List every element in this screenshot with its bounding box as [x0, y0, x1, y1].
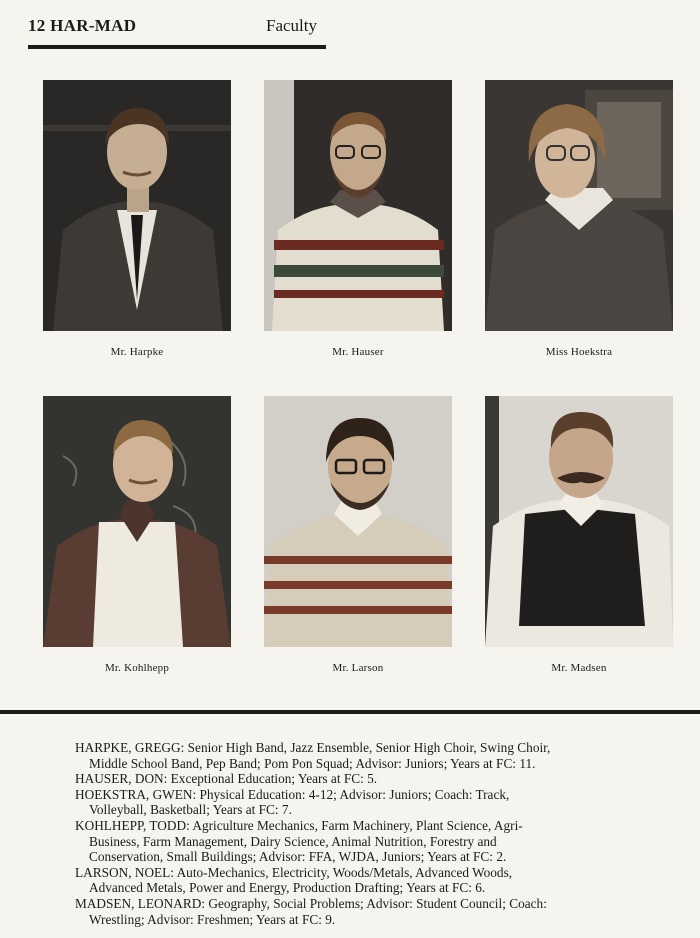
bio-hauser: HAUSER, DON: Exceptional Education; Years at FC: 5.: [75, 771, 378, 787]
section-divider: [0, 710, 700, 714]
section-title: Faculty: [266, 16, 317, 35]
portrait-larson: [264, 396, 452, 647]
caption-kohlhepp: Mr. Kohlhepp: [104, 662, 170, 674]
bio-harpke: HARPKE, GREGG: Senior High Band, Jazz Ensemble, Senior High Choir, Swing Choir, Middle School Band, Pep Band; Pom Pon Squad; Advisor: Juniors; Years at FC: 11.: [75, 740, 551, 771]
portrait-madsen: [485, 396, 673, 647]
portrait-hauser: [264, 80, 452, 331]
portrait-hoekstra: [485, 80, 673, 331]
portrait-harpke: [43, 80, 231, 331]
bio-larson: LARSON, NOEL: Auto-Mechanics, Electricity, Woods/Metals, Advanced Woods, Advanced Metals, Power and Energy, Production Drafting; Years at FC: 6.: [75, 864, 513, 896]
caption-harpke: Mr. Harpke: [110, 346, 164, 358]
caption-madsen: Mr. Madsen: [551, 662, 607, 674]
page-header: [28, 16, 328, 56]
caption-hoekstra: Miss Hoekstra: [545, 346, 613, 358]
portrait-kohlhepp: [43, 396, 231, 647]
bio-madsen: MADSEN, LEONARD: Geography, Social Problems; Advisor: Student Council; Coach: Wrestling; Advisor: Freshmen; Years at FC: 9.: [75, 895, 547, 927]
faculty-bios: [75, 740, 675, 927]
bio-kohlhepp: KOHLHEPP, TODD: Agriculture Mechanics, Farm Machinery, Plant Science, Agri- Business, Farm Management, Dairy Science, Animal Nutrition, Forestry and Conservation, Small Buildings; Advisor: FFA, WJDA, Juniors; Years at FC: 2.: [75, 817, 523, 865]
page-number: 12 HAR-MAD: [28, 16, 137, 35]
header-rule: [28, 45, 326, 49]
caption-larson: Mr. Larson: [332, 662, 384, 674]
bio-hoekstra: HOEKSTRA, GWEN: Physical Education: 4-12; Advisor: Juniors; Coach: Track, Volleyball, Basketball; Years at FC: 7.: [75, 786, 510, 818]
caption-hauser: Mr. Hauser: [332, 346, 384, 358]
